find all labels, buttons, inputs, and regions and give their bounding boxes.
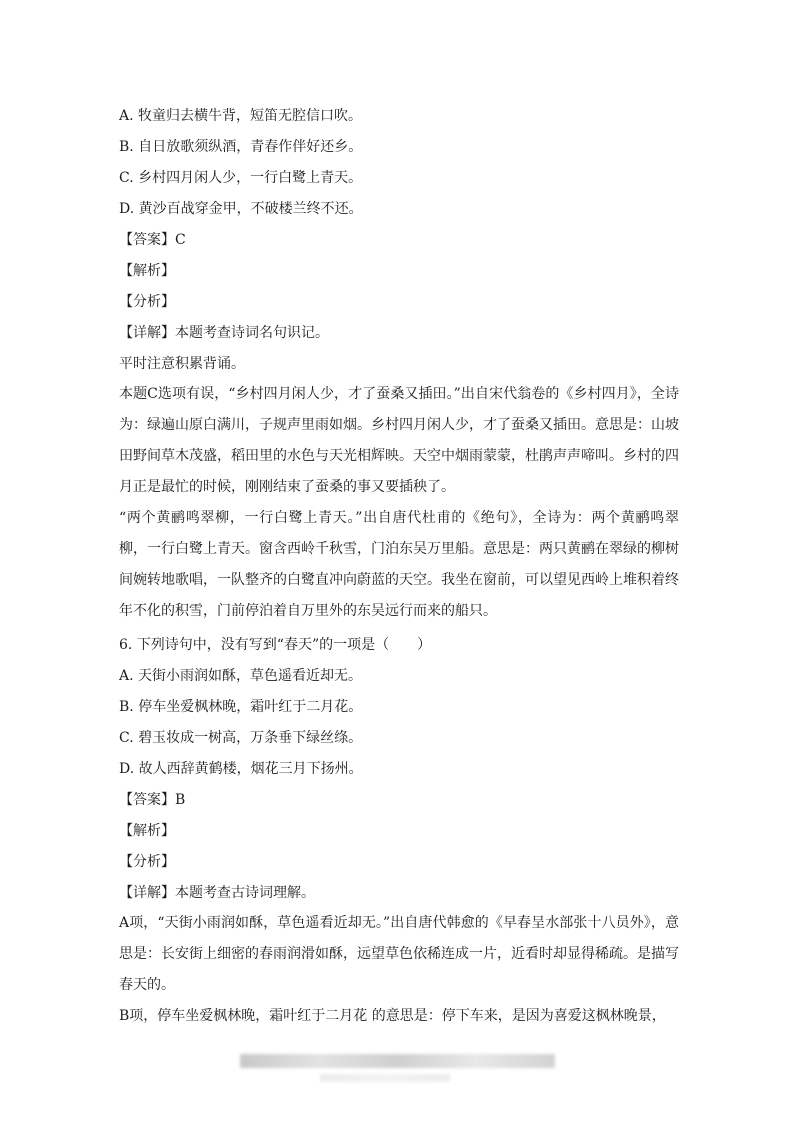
q6-option-c: C. 碧玉妆成一树高，万条垂下绿丝绦。 <box>119 730 363 746</box>
q6-detail: 【详解】本题考查古诗词理解。 <box>119 885 315 901</box>
q5-detail: 【详解】本题考查诗词名句识记。 <box>119 325 329 341</box>
q6-answer: 【答案】B <box>119 792 186 808</box>
q6-option-d: D. 故人西辞黄鹤楼，烟花三月下扬州。 <box>119 761 363 777</box>
q6-explanation-a: A项，“天街小雨润如酥，草色遥看近却无。”出自唐代韩愈的《早春呈水部张十八员外》，意思是：长安街上细密的春雨润滑如酥，远望草色依稀连成一片，近看时却显得稀疏。是描写春天的。 <box>119 915 679 993</box>
q5-explanation-1: 本题C选项有误，“乡村四月闲人少，才了蚕桑又插田。”出自宋代翁卷的《乡村四月》，全诗为：绿遍山原白满川，子规声里雨如烟。乡村四月闲人少，才了蚕桑又插田。意思是：山坡田野间草木茂盛，稻田里的水色与天光相辉映。天空中烟雨蒙蒙，杜鹃声声啼叫。乡村的四月正是最忙的时候，刚刚结束了蚕桑的事又要插秧了。 <box>119 386 679 495</box>
q6-option-a: A. 天街小雨润如酥，草色遥看近却无。 <box>119 668 363 684</box>
q5-option-b: B. 自日放歌须纵酒，青春作伴好还乡。 <box>119 139 363 155</box>
q5-analysis-heading: 【解析】 <box>119 263 175 279</box>
q6-question: 6. 下列诗句中，没有写到“春天”的一项是（ ） <box>119 637 432 653</box>
q6-explanation-b: B项，停车坐爱枫林晚，霜叶红于二月花 的意思是：停下车来，是因为喜爱这枫林晚景， <box>119 1008 666 1024</box>
q5-option-c: C. 乡村四月闲人少，一行白鹭上青天。 <box>119 170 363 186</box>
q5-option-a: A. 牧童归去横牛背，短笛无腔信口吹。 <box>119 108 363 124</box>
q6-option-b: B. 停车坐爱枫林晚，霜叶红于二月花。 <box>119 699 363 715</box>
q5-note: 平时注意积累背诵。 <box>119 356 245 372</box>
q5-explanation-2: “两个黄鹂鸣翠柳，一行白鹭上青天。”出自唐代杜甫的《绝句》，全诗为：两个黄鹂鸣翠柳，一行白鹭上青天。窗含西岭千秋雪，门泊东吴万里船。意思是：两只黄鹂在翠绿的柳树间婉转地歌唱，一队整齐的白鹭直冲向蔚蓝的天空。我坐在窗前，可以望见西岭上堆积着终年不化的积雪，门前停泊着自万里外的东吴远行而来的船只。 <box>119 510 679 619</box>
q5-option-d: D. 黄沙百战穿金甲，不破楼兰终不还。 <box>119 201 363 217</box>
q6-fenxi-heading: 【分析】 <box>119 854 175 870</box>
q5-fenxi-heading: 【分析】 <box>119 294 175 310</box>
q6-analysis-heading: 【解析】 <box>119 823 175 839</box>
q5-answer: 【答案】C <box>119 232 186 248</box>
